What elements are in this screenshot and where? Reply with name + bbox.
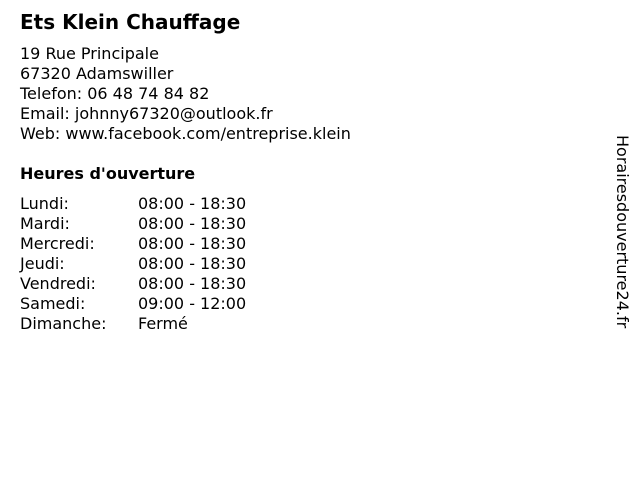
day-label: Samedi: — [20, 294, 86, 313]
web-line: Web: www.facebook.com/entreprise.klein — [20, 124, 351, 143]
phone-line: Telefon: 06 48 74 84 82 — [20, 84, 210, 103]
day-label: Vendredi: — [20, 274, 96, 293]
address-line-street: 19 Rue Principale — [20, 44, 159, 63]
hours-row-saturday — [20, 294, 580, 314]
time-range: 08:00 - 18:30 — [138, 254, 247, 273]
business-card — [20, 8, 580, 334]
time-range: 09:00 - 12:00 — [138, 294, 247, 313]
hours-row-monday — [20, 194, 580, 214]
day-label: Mercredi: — [20, 234, 95, 253]
email-line: Email: johnny67320@outlook.fr — [20, 104, 273, 123]
time-range: Fermé — [138, 314, 188, 333]
time-range: 08:00 - 18:30 — [138, 274, 247, 293]
time-range: 08:00 - 18:30 — [138, 234, 247, 253]
address-line-city: 67320 Adamswiller — [20, 64, 174, 83]
site-watermark: Horairesdouverture24.fr — [613, 135, 632, 329]
hours-row-friday — [20, 274, 580, 294]
time-range: 08:00 - 18:30 — [138, 214, 247, 233]
day-label: Mardi: — [20, 214, 70, 233]
hours-row-thursday — [20, 254, 580, 274]
day-label: Lundi: — [20, 194, 69, 213]
opening-hours-table — [20, 194, 580, 334]
hours-row-wednesday — [20, 234, 580, 254]
day-label: Dimanche: — [20, 314, 107, 333]
day-label: Jeudi: — [20, 254, 65, 273]
time-range: 08:00 - 18:30 — [138, 194, 247, 213]
business-name: Ets Klein Chauffage — [20, 10, 241, 34]
hours-row-tuesday — [20, 214, 580, 234]
hours-row-sunday — [20, 314, 580, 334]
opening-hours-heading: Heures d'ouverture — [20, 164, 196, 183]
